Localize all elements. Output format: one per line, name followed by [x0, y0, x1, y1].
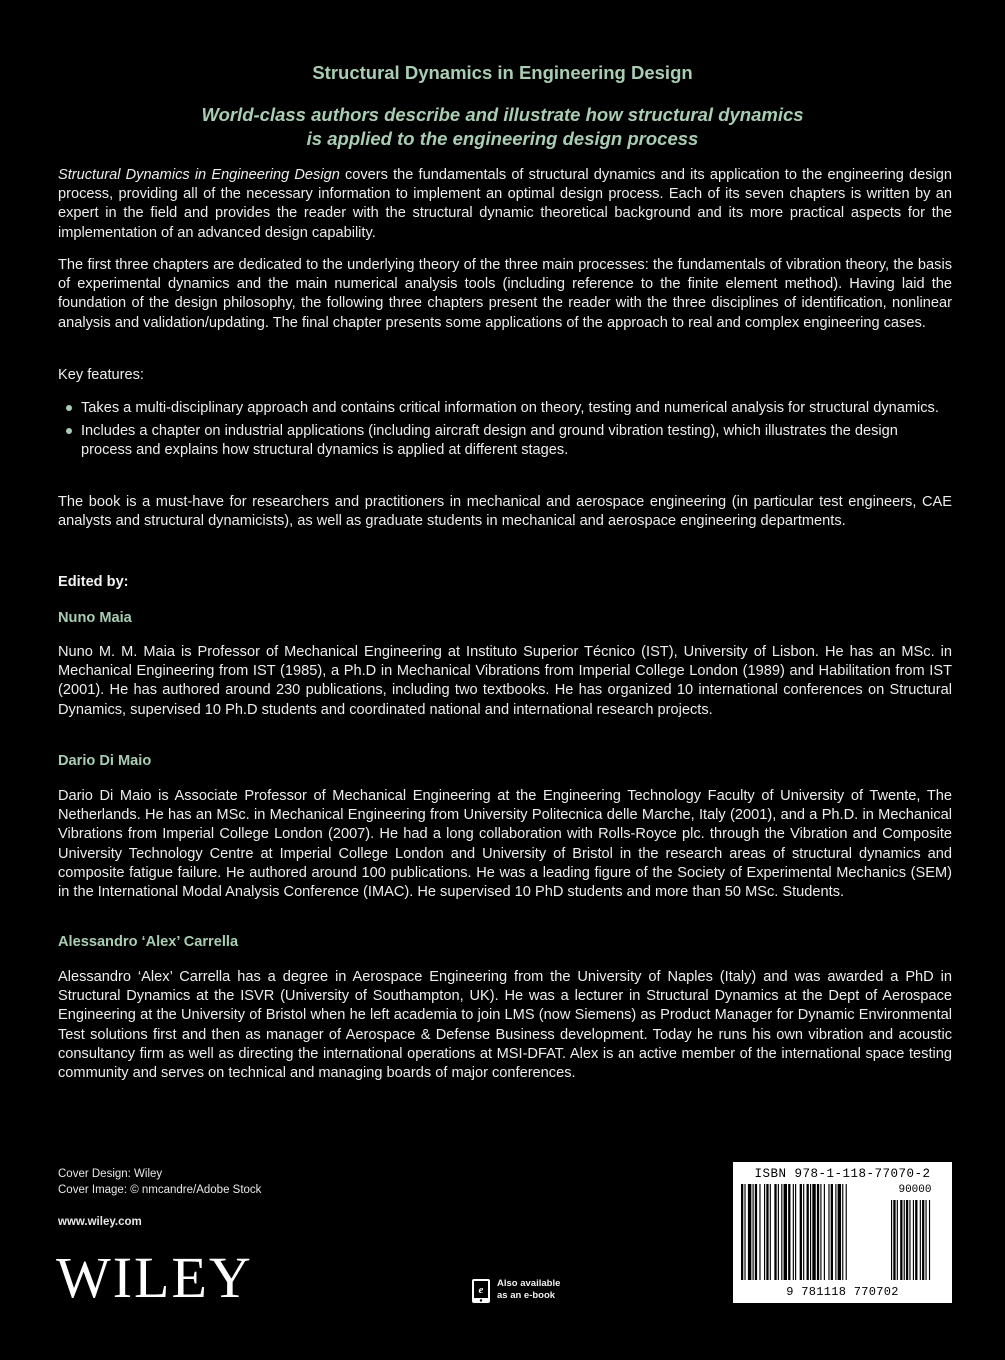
barcode-addon-bar	[913, 1200, 914, 1280]
barcode-bar	[846, 1184, 847, 1280]
barcode-bar	[753, 1184, 754, 1280]
barcode-bar	[770, 1184, 771, 1280]
editor-name: Nuno Maia	[58, 610, 132, 626]
intro-text: covers the fundamentals of structural dynamics and its application to the engineering design process, providing all of the necessary information to implement an optimal design process. Each of its seven chapters is written by an expert in the field and provides the reader with the structural dynamic theoretical background and its more practical aspects for the implementation of an advanced design capability.	[58, 167, 952, 241]
editor-name: Alessandro ‘Alex’ Carrella	[58, 934, 239, 950]
barcode-addon-bar	[915, 1200, 917, 1280]
editor-bio: Nuno M. M. Maia is Professor of Mechanical Engineering at Instituto Superior Técnico (IST), University of Lisbon. He has an MSc. in Mechanical Engineering from IST (1985), a Ph.D in Mechanical Vibrations from Imperial College London (1989) and Habilitation from IST (2001). He has authored around 230 publications, including two textbooks. He has organized 10 international conferences on Structural Dynamics, supervised 10 Ph.D students and coordinated national and international research projects.	[58, 644, 952, 718]
subtitle-line-2: is applied to the engineering design process	[306, 128, 699, 149]
barcode-bar	[744, 1184, 745, 1280]
barcode-bar	[835, 1184, 836, 1280]
subtitle-line-1: World-class authors describe and illustrate how structural dynamics	[201, 104, 804, 125]
barcode-addon-bar	[926, 1200, 927, 1280]
barcode-addon-bar	[897, 1200, 898, 1280]
cover-design-credit: Cover Design: Wiley	[58, 1168, 163, 1180]
barcode-addon-bar	[906, 1200, 908, 1280]
audience-paragraph: The book is a must-have for researchers and practitioners in mechanical and aerospace engineering (in particular test engineers, CAE analysts and structural dynamicists), as well as graduate students in mechanical and aerospace engineering departments.	[58, 494, 952, 530]
barcode-addon-bar	[909, 1200, 910, 1280]
book-subtitle	[0, 103, 1005, 151]
bullet-icon	[66, 405, 72, 411]
svg-text:e: e	[478, 1284, 484, 1296]
barcode-bar	[748, 1184, 751, 1280]
isbn-number: ISBN 978-1-118-77070-2	[754, 1167, 931, 1181]
barcode-addon-number: 90000	[898, 1184, 932, 1196]
feature-text: Takes a multi-disciplinary approach and contains critical information on theory, testing and numerical analysis for structural dynamics.	[81, 400, 939, 416]
intro-book-title: Structural Dynamics in Engineering Design	[58, 167, 340, 183]
barcode	[733, 1162, 952, 1303]
barcode-bar	[784, 1184, 787, 1280]
book-title: Structural Dynamics in Engineering Design	[312, 62, 693, 83]
barcode-bar	[755, 1184, 757, 1280]
cover-credits	[58, 1166, 261, 1198]
barcode-bar	[781, 1184, 782, 1280]
barcode-addon-bar	[904, 1200, 905, 1280]
ebook-line-1: Also available	[497, 1278, 561, 1289]
edited-by-heading: Edited by:	[58, 574, 129, 590]
key-features-label: Key features:	[58, 367, 144, 383]
barcode-addon-bar	[891, 1200, 892, 1280]
cover-image-credit: Cover Image: © nmcandre/Adobe Stock	[58, 1184, 262, 1196]
barcode-bar	[800, 1184, 802, 1280]
barcode-bar	[795, 1184, 796, 1280]
wiley-logo: WILEY	[56, 1245, 253, 1310]
key-features-list	[58, 399, 952, 465]
barcode-addon-bar	[900, 1200, 902, 1280]
ebook-line-2: as an e-book	[497, 1290, 556, 1301]
barcode-bar	[831, 1184, 833, 1280]
editor-bio: Alessandro ‘Alex’ Carrella has a degree in Aerospace Engineering from the University of Naples (Italy) and was awarded a PhD in Structural Dynamics at the ISVR (University of Southampton, UK). He was a lecturer in Structural Dynamics at the Dept of Aerospace Engineering at the University of Bristol when he left academia to join LMS (now Siemens) as Product Manager for Dynamic Environmental Test solutions first and then as manager of Aerospace & Defense Business development. Today he runs his own vibration and acoustic consultancy firm as well as directing the international operations at MSI-DFAT. Alex is an active member of the international space testing community and serves on technical and managing boards of major conferences.	[58, 969, 952, 1082]
list-item	[58, 399, 952, 418]
barcode-bar	[824, 1184, 825, 1280]
barcode-bar	[812, 1184, 815, 1280]
barcode-bar	[807, 1184, 809, 1280]
chapters-paragraph: The first three chapters are dedicated to the underlying theory of the three main processes: the fundamentals of vibration theory, the basis of experimental dynamics and the main numerical analysis tools (including reference to the finite element method). Having laid the foundation of the design philosophy, the following three chapters present the reader with the three disciplines of identification, nonlinear analysis and validation/updating. The final chapter presents some applications of the approach to real and complex engineering cases.	[58, 257, 952, 331]
barcode-bar	[778, 1184, 779, 1280]
barcode-bar	[842, 1184, 843, 1280]
barcode-bar	[764, 1184, 765, 1280]
barcode-bar	[820, 1184, 821, 1280]
barcode-bar	[810, 1184, 811, 1280]
editor-bio: Dario Di Maio is Associate Professor of Mechanical Engineering at the Engineering Technology Faculty of University of Twente, The Netherlands. He has an MSc. in Mechanical Engineering from University Politecnica delle Marche, Italy (2001), and a Ph.D. in Mechanical Vibrations from Imperial College London (2007). He had a long collaboration with Rolls-Royce plc. through the Vibration and Composite University Technology Centre at Imperial College London and University of Bristol in the research areas of structural dynamics and composite fatigue failure. He authored around 100 publications. He was a leading figure of the Society of Experimental Mechanics (SEM) in the International Modal Analysis Conference (IMAC). He supervised 10 PhD students and more than 50 MSc. Students.	[58, 788, 952, 901]
barcode-addon-bar	[929, 1200, 930, 1280]
editor-name: Dario Di Maio	[58, 753, 152, 769]
barcode-addon-bar	[922, 1200, 924, 1280]
feature-text: Includes a chapter on industrial applications (including aircraft design and ground vibration testing), which illustrates the design process and explains how structural dynamics is applied at different stages.	[81, 423, 898, 459]
barcode-addon-bar	[893, 1200, 895, 1280]
bullet-icon	[66, 428, 72, 434]
barcode-addon-bar	[920, 1200, 921, 1280]
ebook-availability	[497, 1278, 560, 1302]
barcode-bar	[828, 1184, 829, 1280]
barcode-bar	[838, 1184, 841, 1280]
publisher-website: www.wiley.com	[58, 1216, 142, 1228]
barcode-bar	[741, 1184, 743, 1280]
list-item	[58, 422, 952, 460]
barcode-bar	[817, 1184, 819, 1280]
barcode-number: 9 781118 770702	[786, 1285, 899, 1299]
barcode-bar	[759, 1184, 760, 1280]
barcode-bar	[788, 1184, 790, 1280]
barcode-bar	[766, 1184, 768, 1280]
ebook-icon	[471, 1278, 491, 1304]
intro-paragraph	[58, 166, 952, 243]
barcode-bar	[803, 1184, 804, 1280]
barcode-bars	[741, 1184, 946, 1284]
barcode-bar	[793, 1184, 794, 1280]
barcode-bar	[774, 1184, 776, 1280]
